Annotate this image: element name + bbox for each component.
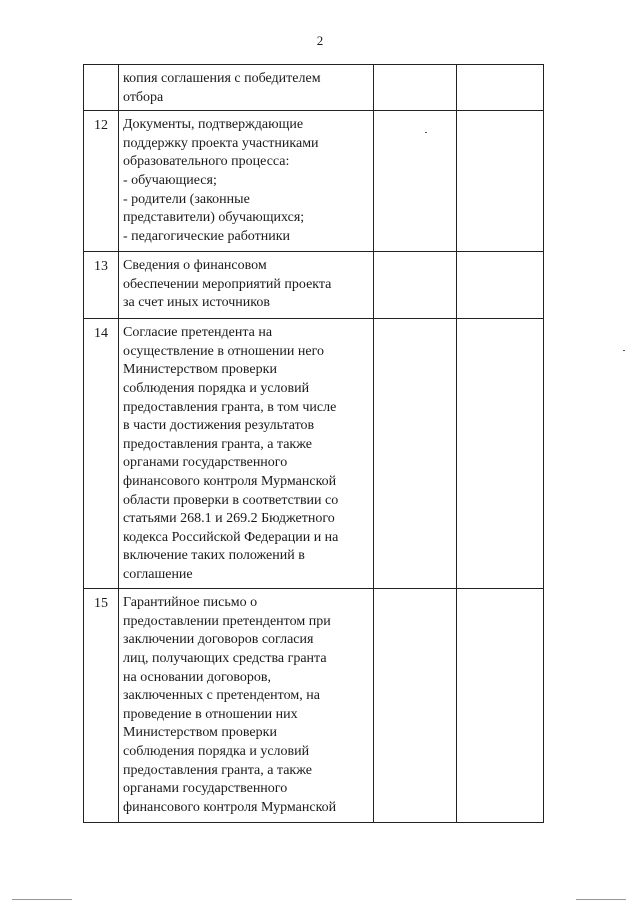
empty-cell	[457, 111, 544, 252]
row-text-line: соблюдения порядка и условий	[123, 380, 310, 396]
row-text	[119, 65, 374, 111]
page-number: 2	[316, 33, 324, 48]
table-row	[84, 111, 544, 252]
row-text	[119, 252, 374, 319]
row-text-line: включение таких положений в	[123, 548, 305, 564]
row-text-line: кодекса Российской Федерации и на	[123, 529, 339, 545]
table-row	[84, 319, 544, 589]
empty-cell	[374, 589, 457, 823]
row-text-line: области проверки в соответствии со	[123, 492, 339, 508]
row-text-line: Гарантийное письмо о	[123, 595, 258, 611]
row-text	[119, 589, 374, 823]
empty-cell	[374, 111, 457, 252]
scan-speck	[425, 132, 427, 133]
scan-edge-mark	[576, 899, 626, 900]
row-text-line: предоставления гранта, а также	[123, 436, 312, 452]
row-text-line: за счет иных источников	[123, 295, 270, 311]
row-text-line: - обучающиеся;	[123, 172, 217, 188]
row-text-line: лиц, получающих средства гранта	[123, 650, 327, 666]
table-row	[84, 65, 544, 111]
row-text-line: на основании договоров,	[123, 669, 272, 685]
row-text-line: Министерством проверки	[123, 362, 277, 378]
table-row	[84, 589, 544, 823]
row-text-line: Министерством проверки	[123, 725, 277, 741]
row-text-line: предоставления гранта, в том числе	[123, 399, 337, 415]
row-text-line: - педагогические работники	[123, 228, 291, 244]
row-text-line: в части достижения результатов	[123, 418, 315, 434]
row-number	[84, 65, 119, 111]
row-text	[119, 111, 374, 252]
scan-speck	[623, 350, 625, 351]
row-number: 14	[84, 319, 119, 589]
row-text-line: отбора	[123, 89, 164, 105]
row-text-line: заключении договоров согласия	[123, 632, 314, 648]
row-number: 13	[84, 252, 119, 319]
row-text-line: статьями 268.1 и 269.2 Бюджетного	[123, 511, 335, 527]
row-text-line: образовательного процесса:	[123, 154, 290, 170]
empty-cell	[457, 252, 544, 319]
row-text-line: органами государственного	[123, 455, 288, 471]
row-text-line: проведение в отношении них	[123, 706, 298, 722]
row-text-line: финансового контроля Мурманской	[123, 799, 337, 815]
empty-cell	[457, 65, 544, 111]
row-text-line: обеспечении мероприятий проекта	[123, 276, 332, 292]
row-text-line: финансового контроля Мурманской	[123, 473, 337, 489]
row-text-line: Согласие претендента на	[123, 325, 273, 341]
row-text-line: заключенных с претендентом, на	[123, 688, 320, 704]
row-text-line: Документы, подтверждающие	[123, 117, 304, 133]
row-text-line: копия соглашения с победителем	[123, 71, 321, 86]
empty-cell	[457, 319, 544, 589]
empty-cell	[374, 65, 457, 111]
empty-cell	[374, 252, 457, 319]
row-text-line: поддержку проекта участниками	[123, 135, 319, 151]
scan-edge-mark	[12, 899, 72, 900]
row-number: 15	[84, 589, 119, 823]
row-text-line: органами государственного	[123, 781, 288, 797]
row-number: 12	[84, 111, 119, 252]
table-row	[84, 252, 544, 319]
row-text	[119, 319, 374, 589]
row-text-line: соблюдения порядка и условий	[123, 743, 310, 759]
empty-cell	[374, 319, 457, 589]
row-text-line: предоставлении претендентом при	[123, 613, 331, 629]
row-text-line: соглашение	[123, 566, 193, 582]
row-text-line: предоставления гранта, а также	[123, 762, 312, 778]
row-text-line: Сведения о финансовом	[123, 258, 267, 274]
empty-cell	[457, 589, 544, 823]
row-text-line: представители) обучающихся;	[123, 210, 305, 226]
row-text-line: осуществление в отношении него	[123, 343, 324, 359]
row-text-line: - родители (законные	[123, 191, 250, 207]
documents-table	[83, 64, 544, 823]
